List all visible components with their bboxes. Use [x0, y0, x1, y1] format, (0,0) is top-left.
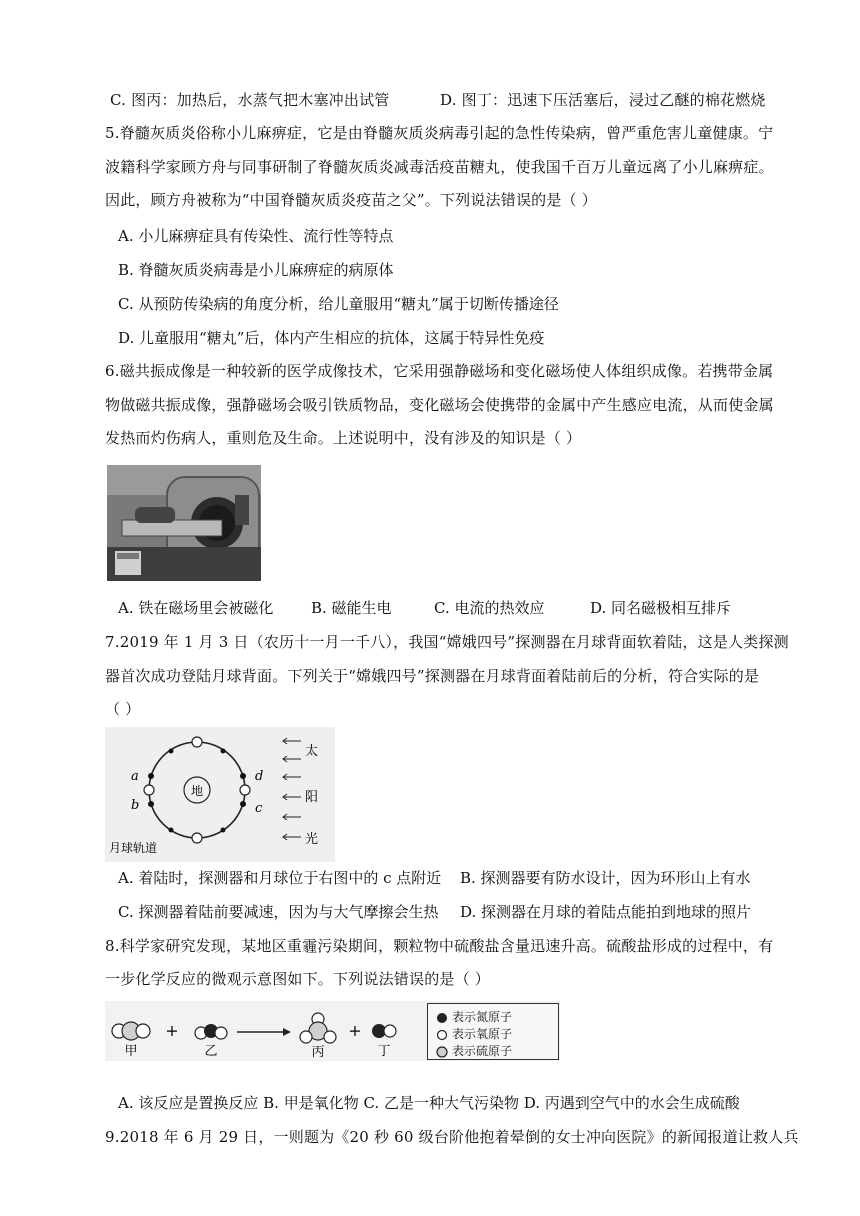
sun-text-3: 光 — [305, 832, 319, 847]
q5-option-a: A. 小儿麻痹症具有传染性、流行性等特点 — [118, 227, 394, 245]
legend-sulfur — [436, 1042, 512, 1059]
point-b-label: b — [131, 798, 140, 813]
q5-option-c: C. 从预防传染病的角度分析，给儿童服用“糖丸”属于切断传播途径 — [118, 295, 559, 313]
nitrogen-atom-icon — [436, 1012, 448, 1024]
q7-option-a: A. 着陆时，探测器和月球位于右图中的 c 点附近 — [118, 869, 442, 887]
q6-stem-1: 6.磁共振成像是一种较新的医学成像技术，它采用强静磁场和变化磁场使人体组织成像。若携带金属 — [105, 362, 774, 380]
q4-option-d: D. 图丁：迅速下压活塞后，浸过乙醚的棉花燃烧 — [440, 91, 766, 109]
reaction-svg — [105, 1001, 425, 1061]
sun-text-1: 太 — [305, 744, 319, 759]
q5-stem-3: 因此，顾方舟被称为“中国脊髓灰质炎疫苗之父”。下列说法错误的是（ ） — [105, 191, 597, 209]
reaction-diagram — [105, 1001, 560, 1061]
label-ding: 丁 — [377, 1044, 391, 1059]
q5-option-d: D. 儿童服用“糖丸”后，体内产生相应的抗体，这属于特异性免疫 — [118, 329, 545, 347]
earth-label: 地 — [190, 784, 204, 798]
legend-nitrogen-text: 表示氮原子 — [452, 1010, 513, 1024]
q6-option-c: C. 电流的热效应 — [434, 599, 545, 617]
oxygen-atom-icon — [436, 1029, 448, 1041]
q5-option-b: B. 脊髓灰质炎病毒是小儿麻痹症的病原体 — [118, 261, 394, 279]
q6-option-b: B. 磁能生电 — [311, 599, 392, 617]
q5-stem-1: 5.脊髓灰质炎俗称小儿麻痹症，它是由脊髓灰质炎病毒引起的急性传染病，曾严重危害儿童健康。宁 — [105, 124, 774, 142]
sulfur-atom-icon — [436, 1046, 448, 1058]
orbit-caption: 月球轨道 — [109, 841, 158, 855]
orbit-svg — [105, 727, 335, 862]
label-yi: 乙 — [204, 1044, 218, 1059]
point-d-label: d — [255, 769, 264, 784]
point-a-label: a — [131, 769, 139, 784]
q7-stem-1: 7.2019 年 1 月 3 日（农历十一月一千八），我国“嫦娥四号”探测器在月球背面软着陆，这是人类探测 — [105, 633, 789, 651]
q7-option-d: D. 探测器在月球的着陆点能拍到地球的照片 — [460, 903, 752, 921]
q6-option-a: A. 铁在磁场里会被磁化 — [118, 599, 274, 617]
plus-1: + — [165, 1021, 179, 1040]
sun-text-2: 阳 — [305, 790, 319, 805]
legend-sulfur-text: 表示硫原子 — [452, 1044, 513, 1058]
label-jia: 甲 — [124, 1044, 138, 1059]
q7-stem-2: 器首次成功登陆月球背面。下列关于“嫦娥四号”探测器在月球背面着陆前后的分析，符合实际的是 — [105, 667, 760, 685]
q9-stem-1: 9.2018 年 6 月 29 日，一则题为《20 秒 60 级台阶他抱着晕倒的女士冲向医院》的新闻报道让救人兵 — [105, 1128, 799, 1146]
q6-stem-3: 发热而灼伤病人，重则危及生命。上述说明中，没有涉及的知识是（ ） — [105, 429, 582, 447]
point-c-label: c — [255, 801, 263, 816]
label-bing: 丙 — [311, 1045, 325, 1060]
q6-option-d: D. 同名磁极相互排斥 — [590, 599, 732, 617]
plus-2: + — [348, 1021, 362, 1040]
q8-options: A. 该反应是置换反应 B. 甲是氧化物 C. 乙是一种大气污染物 D. 丙遇到空气中的水会生成硫酸 — [118, 1094, 740, 1112]
q5-stem-2: 波籍科学家顾方舟与同事研制了脊髓灰质炎减毒活疫苗糖丸，使我国千百万儿童远离了小儿麻痹症。 — [105, 158, 774, 176]
q7-option-b: B. 探测器要有防水设计，因为环形山上有水 — [460, 869, 751, 887]
q8-stem-1: 8.科学家研究发现，某地区重霾污染期间，颗粒物中硫酸盐含量迅速升高。硫酸盐形成的过程中，有 — [105, 937, 774, 955]
legend-oxygen-text: 表示氧原子 — [452, 1027, 513, 1041]
moon-orbit-diagram — [105, 727, 335, 862]
q8-stem-2: 一步化学反应的微观示意图如下。下列说法错误的是（ ） — [105, 970, 490, 988]
q6-stem-2: 物做磁共振成像，强静磁场会吸引铁质物品，变化磁场会使携带的金属中产生感应电流，从而使金属 — [105, 396, 774, 414]
q7-option-c: C. 探测器着陆前要减速，因为与大气摩擦会生热 — [118, 903, 439, 921]
q4-option-c: C. 图丙：加热后，水蒸气把木塞冲出试管 — [110, 91, 390, 109]
legend-nitrogen — [436, 1008, 512, 1025]
atom-legend — [427, 1003, 559, 1060]
q7-stem-3: （ ） — [105, 700, 141, 718]
legend-oxygen — [436, 1025, 512, 1042]
mri-machine-photo — [107, 465, 261, 581]
